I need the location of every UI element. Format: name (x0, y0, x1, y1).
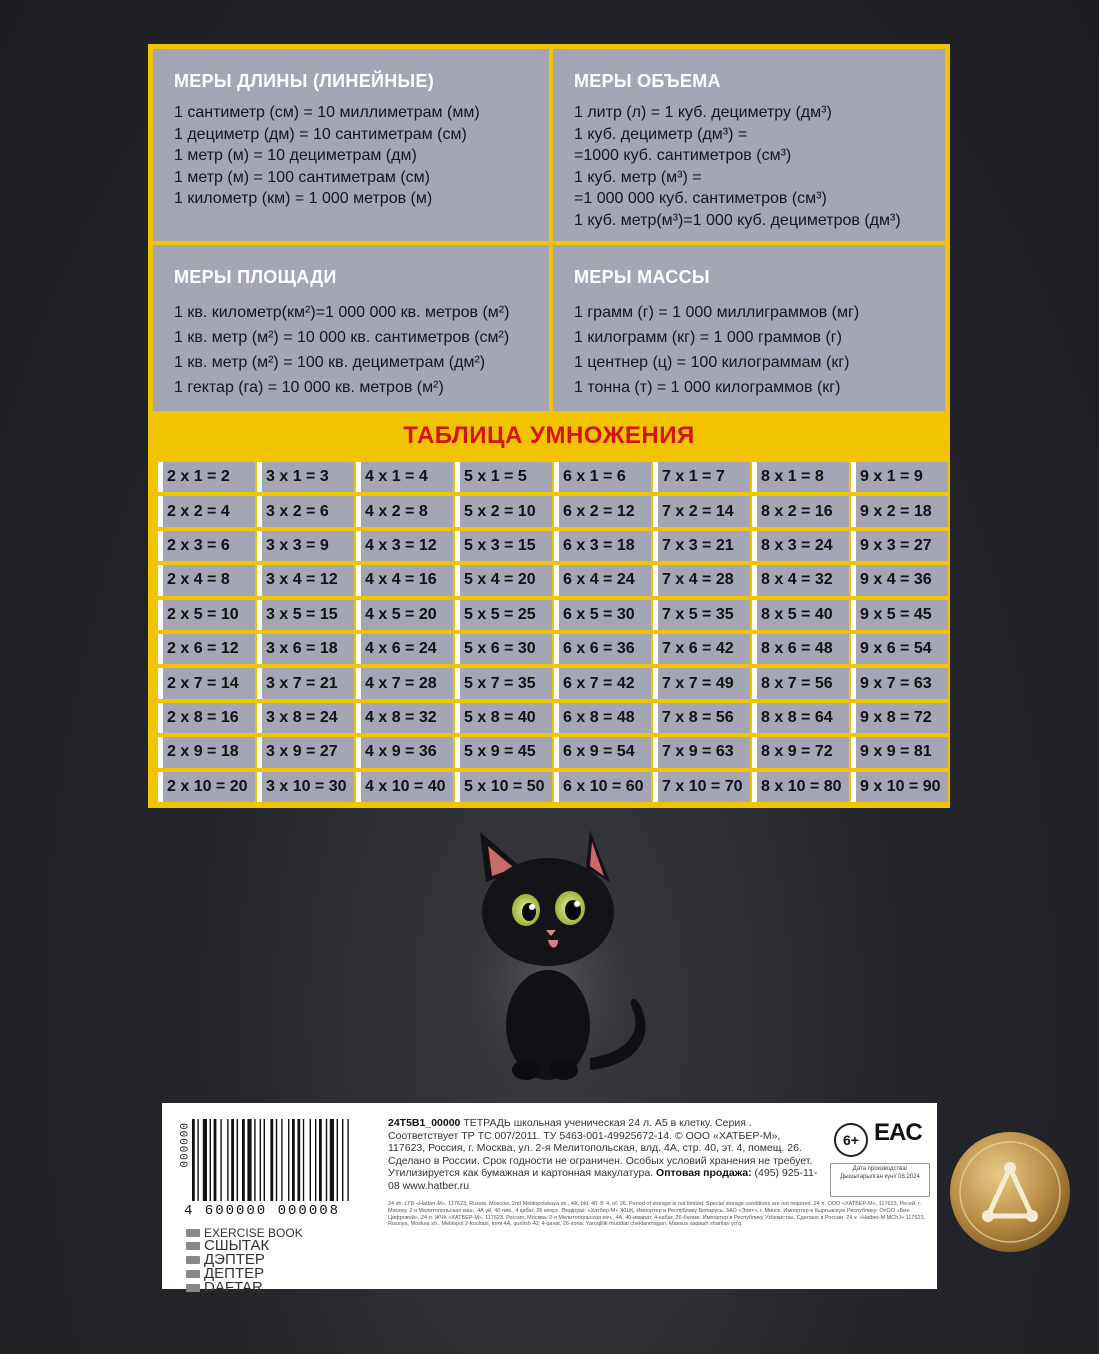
black-kitten-illustration (440, 830, 660, 1100)
reference-panel (148, 44, 950, 808)
article-code: 24Т5В1_00000 (388, 1117, 461, 1129)
multiplication-cell: 4 x 10 = 40 (356, 772, 453, 802)
multiplication-cell: 9 x 7 = 63 (851, 668, 948, 698)
multiplication-cell: 4 x 9 = 36 (356, 737, 453, 767)
multiplication-cell: 5 x 2 = 10 (455, 496, 552, 526)
barcode-bar (281, 1119, 282, 1201)
multiplication-cell: 4 x 7 = 28 (356, 668, 453, 698)
barcode-bar (260, 1119, 261, 1201)
mass-measures-box (553, 245, 945, 411)
barcode-bar (264, 1119, 265, 1201)
multiplication-cell: 7 x 4 = 28 (653, 565, 750, 595)
measure-line: 1 гектар (га) = 10 000 кв. метров (м²) (174, 379, 444, 396)
barcode-bar (297, 1119, 300, 1201)
multiplication-cell: 2 x 9 = 18 (158, 737, 255, 767)
barcode-bar (319, 1119, 322, 1201)
barcode-bar (210, 1119, 211, 1201)
measure-line: 1 километр (км) = 1 000 метров (м) (174, 190, 433, 208)
multiplication-cell: 7 x 10 = 70 (653, 772, 750, 802)
multiplication-cell: 4 x 2 = 8 (356, 496, 453, 526)
measure-line: 1 литр (л) = 1 куб. дециметру (дм³) (574, 104, 832, 121)
flag-icon (186, 1242, 200, 1250)
multiplication-cell: 5 x 3 = 15 (455, 531, 552, 561)
multiplication-cell: 5 x 10 = 50 (455, 772, 552, 802)
barcode-bar (254, 1119, 255, 1201)
length-measures-box (153, 49, 549, 241)
multiplication-cell: 7 x 9 = 63 (653, 737, 750, 767)
multiplication-cell: 5 x 4 = 20 (455, 565, 552, 595)
barcode-number: 4 600000 000008 (184, 1203, 341, 1219)
barcode-bar (227, 1119, 228, 1201)
multiplication-cell: 2 x 3 = 6 (158, 531, 255, 561)
multiplication-cell: 2 x 4 = 8 (158, 565, 255, 595)
multiplication-cell: 6 x 6 = 36 (554, 634, 651, 664)
measure-line: 1 дециметр (дм) = 10 сантиметрам (см) (174, 125, 467, 143)
barcode-bar (310, 1119, 311, 1201)
measure-line: 1 грамм (г) = 1 000 миллиграммов (мг) (574, 304, 860, 321)
barcode-bar (288, 1119, 289, 1201)
barcode-bar (276, 1119, 277, 1201)
multiplication-cell: 3 x 7 = 21 (257, 668, 354, 698)
language-word: ДЭПТЕР (204, 1251, 265, 1268)
multiplication-cell: 6 x 3 = 18 (554, 531, 651, 561)
measure-line: 1 килограмм (кг) = 1 000 граммов (г) (574, 329, 842, 346)
measure-line: 1 сантиметр (см) = 10 миллиметрам (мм) (174, 104, 480, 121)
product-description (388, 1117, 818, 1192)
barcode-bar (192, 1119, 195, 1201)
multiplication-cell: 6 x 2 = 12 (554, 496, 651, 526)
production-date-box: Дата производства/ Дышыгарылган күні/ 08.2024 (830, 1163, 930, 1197)
multiplication-cell: 8 x 8 = 64 (752, 703, 849, 733)
barcode-bar (330, 1119, 334, 1201)
wholesale-contact: (495) 925-11-08 www.hatber.ru (388, 1167, 818, 1192)
multiplication-cell: 5 x 1 = 5 (455, 462, 552, 492)
multiplication-cell: 7 x 1 = 7 (653, 462, 750, 492)
multiplication-cell: 7 x 5 = 35 (653, 600, 750, 630)
multiplication-cell: 8 x 1 = 8 (752, 462, 849, 492)
measure-line: 1 кв. метр (м²) = 10 000 кв. сантиметров (см²) (174, 329, 510, 346)
multiplication-cell: 3 x 4 = 12 (257, 565, 354, 595)
multiplication-cell: 8 x 5 = 40 (752, 600, 849, 630)
multiplication-cell: 2 x 1 = 2 (158, 462, 255, 492)
multiplication-cell: 3 x 5 = 15 (257, 600, 354, 630)
multiplication-cell: 7 x 8 = 56 (653, 703, 750, 733)
barcode-bar (247, 1119, 251, 1201)
multiplication-cell: 3 x 2 = 6 (257, 496, 354, 526)
multiplication-cell: 6 x 9 = 54 (554, 737, 651, 767)
barcode-bar (292, 1119, 295, 1201)
measure-line: 1 центнер (ц) = 100 килограммам (кг) (574, 354, 850, 371)
multiplication-cell: 2 x 10 = 20 (158, 772, 255, 802)
multiplication-cell: 7 x 6 = 42 (653, 634, 750, 664)
measure-line: 1 кв. километр(км²)=1 000 000 кв. метров (м²) (174, 304, 510, 321)
multiplication-cell: 7 x 3 = 21 (653, 531, 750, 561)
multiplication-cell: 8 x 2 = 16 (752, 496, 849, 526)
language-word: EXERCISE BOOK (204, 1226, 303, 1240)
barcode-bar (337, 1119, 338, 1201)
length-measures-title: МЕРЫ ДЛИНЫ (ЛИНЕЙНЫЕ) (174, 71, 435, 91)
age-rating-badge: 6+ (834, 1123, 868, 1157)
measures-grid (153, 49, 945, 411)
flag-icon (186, 1229, 200, 1237)
measure-line: 1 куб. метр (м³) = (574, 168, 702, 186)
measure-line: =1000 куб. сантиметров (см³) (574, 147, 792, 165)
gold-medal-icon (948, 1130, 1072, 1254)
volume-measures-box (553, 49, 945, 241)
multiplication-cell: 3 x 9 = 27 (257, 737, 354, 767)
multiplication-cell: 9 x 4 = 36 (851, 565, 948, 595)
multiplication-cell: 5 x 8 = 40 (455, 703, 552, 733)
volume-measures-title: МЕРЫ ОБЪЕМА (574, 71, 721, 91)
multiplication-cell: 6 x 4 = 24 (554, 565, 651, 595)
multiplication-cell: 2 x 2 = 4 (158, 496, 255, 526)
multiplication-cell: 3 x 1 = 3 (257, 462, 354, 492)
language-list (186, 1227, 386, 1295)
language-word: СШЫТАК (204, 1237, 270, 1254)
multiplication-cell: 4 x 1 = 4 (356, 462, 453, 492)
barcode-bar (326, 1119, 327, 1201)
multiplication-cell: 8 x 3 = 24 (752, 531, 849, 561)
multiplication-cell: 8 x 9 = 72 (752, 737, 849, 767)
multiplication-cell: 9 x 10 = 90 (851, 772, 948, 802)
barcode-bar (220, 1119, 221, 1201)
area-measures-box (153, 245, 549, 411)
product-label (162, 1103, 937, 1296)
barcode-vertical-number: 000000 (176, 1123, 188, 1169)
barcode-bar (237, 1119, 238, 1201)
multiplication-cell: 3 x 10 = 30 (257, 772, 354, 802)
multiplication-cell: 5 x 9 = 45 (455, 737, 552, 767)
multiplication-cell: 4 x 5 = 20 (356, 600, 453, 630)
multiplication-cell: 9 x 9 = 81 (851, 737, 948, 767)
multiplication-cell: 5 x 5 = 25 (455, 600, 552, 630)
barcode-bar (231, 1119, 234, 1201)
multiplication-cell: 5 x 7 = 35 (455, 668, 552, 698)
multiplication-cell: 6 x 8 = 48 (554, 703, 651, 733)
barcode-bar (242, 1119, 245, 1201)
barcode-bar (270, 1119, 273, 1201)
measure-line: 1 куб. дециметр (дм³) = (574, 125, 748, 143)
area-measures-title: МЕРЫ ПЛОЩАДИ (174, 267, 337, 287)
multiplication-cell: 6 x 7 = 42 (554, 668, 651, 698)
multiplication-cell: 8 x 6 = 48 (752, 634, 849, 664)
measure-line: 1 кв. метр (м²) = 100 кв. дециметрам (дм²) (174, 354, 486, 371)
language-item (186, 1281, 386, 1295)
measure-line: 1 метр (м) = 100 сантиметрам (см) (174, 168, 431, 186)
multiplication-cell: 8 x 4 = 32 (752, 565, 849, 595)
multiplication-cell: 3 x 8 = 24 (257, 703, 354, 733)
wholesale-label: Оптовая продажа: (656, 1167, 752, 1179)
measure-line: 1 тонна (т) = 1 000 килограммов (кг) (574, 379, 841, 396)
multiplication-cell: 5 x 6 = 30 (455, 634, 552, 664)
multiplication-cell: 7 x 2 = 14 (653, 496, 750, 526)
barcode-bar (303, 1119, 304, 1201)
language-word: ДЕПТЕР (204, 1265, 265, 1282)
flag-icon (186, 1284, 200, 1292)
multiplication-cell: 6 x 10 = 60 (554, 772, 651, 802)
multiplication-cell: 9 x 3 = 27 (851, 531, 948, 561)
barcode (190, 1119, 380, 1201)
multiplication-cell: 9 x 1 = 9 (851, 462, 948, 492)
multiplication-cell: 4 x 6 = 24 (356, 634, 453, 664)
multiplication-cell: 9 x 8 = 72 (851, 703, 948, 733)
multiplication-cell: 4 x 4 = 16 (356, 565, 453, 595)
multiplication-cell: 4 x 8 = 32 (356, 703, 453, 733)
multiplication-cell: 8 x 10 = 80 (752, 772, 849, 802)
multiplication-cell: 6 x 1 = 6 (554, 462, 651, 492)
measure-line: =1 000 000 куб. сантиметров (см³) (574, 190, 827, 208)
multiplication-cell: 9 x 2 = 18 (851, 496, 948, 526)
mass-measures-title: МЕРЫ МАССЫ (574, 267, 710, 287)
flag-icon (186, 1270, 200, 1278)
measure-line: 1 куб. метр(м³)=1 000 куб. дециметров (дм³) (574, 211, 901, 229)
multiplication-cell: 2 x 6 = 12 (158, 634, 255, 664)
multiplication-cell: 6 x 5 = 30 (554, 600, 651, 630)
measure-line: 1 метр (м) = 10 дециметрам (дм) (174, 147, 417, 165)
flag-icon (186, 1256, 200, 1264)
multiplication-cell: 4 x 3 = 12 (356, 531, 453, 561)
barcode-bar (203, 1119, 207, 1201)
multiplication-cell: 3 x 3 = 9 (257, 531, 354, 561)
multiplication-cell: 7 x 7 = 49 (653, 668, 750, 698)
multiplication-cell: 2 x 5 = 10 (158, 600, 255, 630)
multiplication-cell: 2 x 7 = 14 (158, 668, 255, 698)
eac-mark: EAC (874, 1119, 922, 1146)
multiplication-cell: 9 x 5 = 45 (851, 600, 948, 630)
multiplication-table (158, 462, 948, 802)
barcode-bar (197, 1119, 198, 1201)
multiplication-cell: 2 x 8 = 16 (158, 703, 255, 733)
multiplication-table-title: ТАБЛИЦА УМНОЖЕНИЯ (403, 422, 695, 449)
barcode-bar (214, 1119, 217, 1201)
language-word: DAFTAR (204, 1279, 263, 1296)
multiplication-cell: 8 x 7 = 56 (752, 668, 849, 698)
small-print: 24 sh. LTD «Hatber-M», 117623, Russia, Moscow, 2nd Melitopolskaya str., 4A, bld. 40, fl. 4, of. 26. Period of storage is not limited. Special storage conditions are not required. 24 л. ООО «ХАТБЕР-М», 117623, Ресей, г. Мәскеу, 2-я Мелитопольская көш., 4А үй, 40 ғим., 4 қабат, 26 кеңсе. Өндіруші: «Хатбер-М» ЖШҚ. Импортер в Республику Беларусь: ЗАО «Элит», г. Минск. Импортер в Кыргызскую Республику: ОсОО «Биз-Цифровой». 24 л. ЖЧК «ХАТБЕР-М», 117623, Россия, Москва, 2-я Мелитопольская көч., 4А, 40-имарат, 4-кабат, 26-бөлмө. Импортер в Республику Узбекистан. Сделано в России. 24 v. «Hatber-M MChJ» 117623, Rossiya, Moskva sh., Melitopol 2-kochasi, tomi 4A, qurilish 40, 4-qavat, 26-xona. Yaroqlilik muddati cheklanmagan. Maxsus saqlash shartlari yo'q. (388, 1201, 926, 1228)
product-text: ТЕТРАДЬ школьная ученическая 24 л. А5 в клетку. Серия . Соответствует ТР ТС 007/2011. ТУ 5463-001-49925672-14. © ООО «ХАТБЕР-М», 117623, Россия, г. Москва, ул. 2-я Мелитопольская, влд. 4А, стр. 40, эт. 4, помещ. 26. Сделано в России. Срок годности не ограничен. Особых условий хранения не требует. Утилизируется как бумажная и картонная макулатура. (388, 1117, 813, 1179)
barcode-bar (315, 1119, 316, 1201)
barcode-bar (342, 1119, 343, 1201)
barcode-bar (347, 1119, 348, 1201)
multiplication-cell: 9 x 6 = 54 (851, 634, 948, 664)
multiplication-cell: 3 x 6 = 18 (257, 634, 354, 664)
